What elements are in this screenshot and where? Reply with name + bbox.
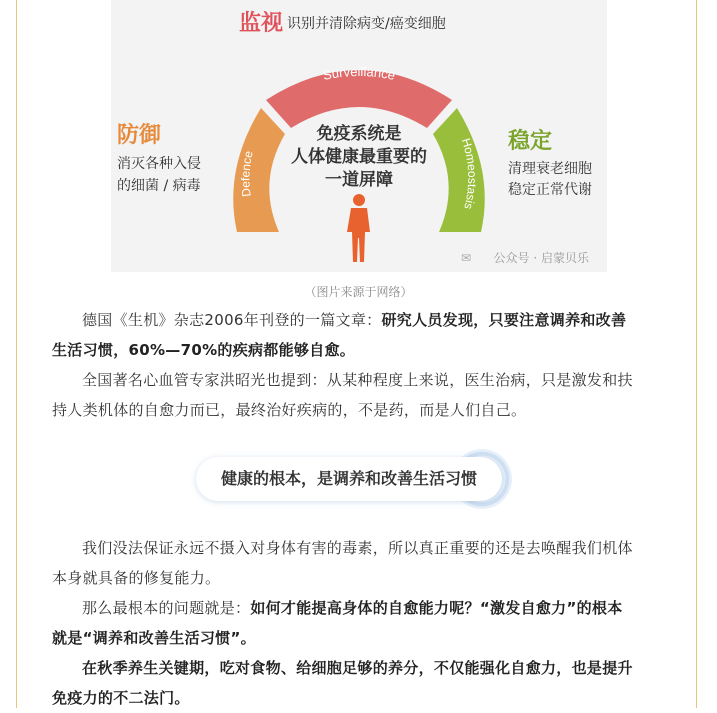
immune-diagram [111, 0, 607, 272]
arc-left-label: Defence [238, 149, 256, 198]
paragraph-4 [52, 593, 667, 653]
p1-bold-2: 生活习惯，60%—70%的疾病都能够自愈。 [52, 341, 356, 359]
p2-line-2: 持人类机体的自愈力而已，最终治好疾病的，不是药，而是人们自己。 [52, 401, 527, 419]
paragraph-5 [52, 653, 667, 713]
left-title: 防御 [117, 123, 162, 148]
top-title: 监视 [239, 11, 284, 36]
paragraph-1 [52, 305, 667, 365]
right-desc-2: 稳定正常代谢 [508, 182, 592, 198]
p4-bold-2: 就是“调养和改善生活习惯”。 [52, 629, 256, 647]
p4-bold-1: 如何才能提高身体的自愈能力呢？“激发自愈力”的根本 [250, 599, 623, 617]
paragraph-2 [52, 365, 667, 425]
immune-system-figure [111, 0, 607, 272]
center-line-1: 免疫系统是 [316, 124, 402, 144]
left-desc-2: 的细菌 / 病毒 [117, 178, 201, 194]
p1-normal: 德国《生机》杂志2006年刊登的一篇文章： [82, 311, 382, 329]
right-title: 稳定 [508, 129, 553, 154]
section-title: 健康的根本，是调养和改善生活习惯 [220, 469, 477, 488]
center-line-3: 一道屏障 [325, 170, 393, 190]
p1-bold-1: 研究人员发现，只要注意调养和改善 [381, 311, 627, 329]
p5-line-2: 免疫力的不二法门。 [52, 689, 190, 707]
arc-top-label: Surveillance [321, 63, 397, 83]
center-line-2: 人体健康最重要的 [291, 147, 427, 167]
right-desc-1: 清理衰老细胞 [508, 161, 592, 177]
paragraph-3 [52, 533, 667, 593]
p5-line-1: 在秋季养生关键期，吃对食物、给细胞足够的养分，不仅能强化自愈力，也是提升 [82, 659, 633, 677]
figure-caption: （图片来源于网络） [304, 285, 413, 299]
left-desc-1: 消灭各种入侵 [117, 156, 201, 172]
top-desc: 识别并清除病变/癌变细胞 [287, 16, 446, 32]
watermark-text: 公众号 · 启蒙贝乐 [493, 251, 589, 265]
p3-line-1: 我们没法保证永远不摄入对身体有害的毒素，所以真正重要的还是去唤醒我们机体 [82, 539, 633, 557]
wechat-icon: ✉ [461, 251, 472, 265]
p2-line-1: 全国著名心血管专家洪昭光也提到：从某种程度上来说，医生治病，只是激发和扶 [82, 371, 633, 389]
p4-normal: 那么最根本的问题就是： [82, 599, 251, 617]
p3-line-2: 本身就具备的修复能力。 [52, 569, 221, 587]
section-title-pill [196, 449, 512, 509]
arc-right-label: Homeostasis [458, 136, 480, 211]
